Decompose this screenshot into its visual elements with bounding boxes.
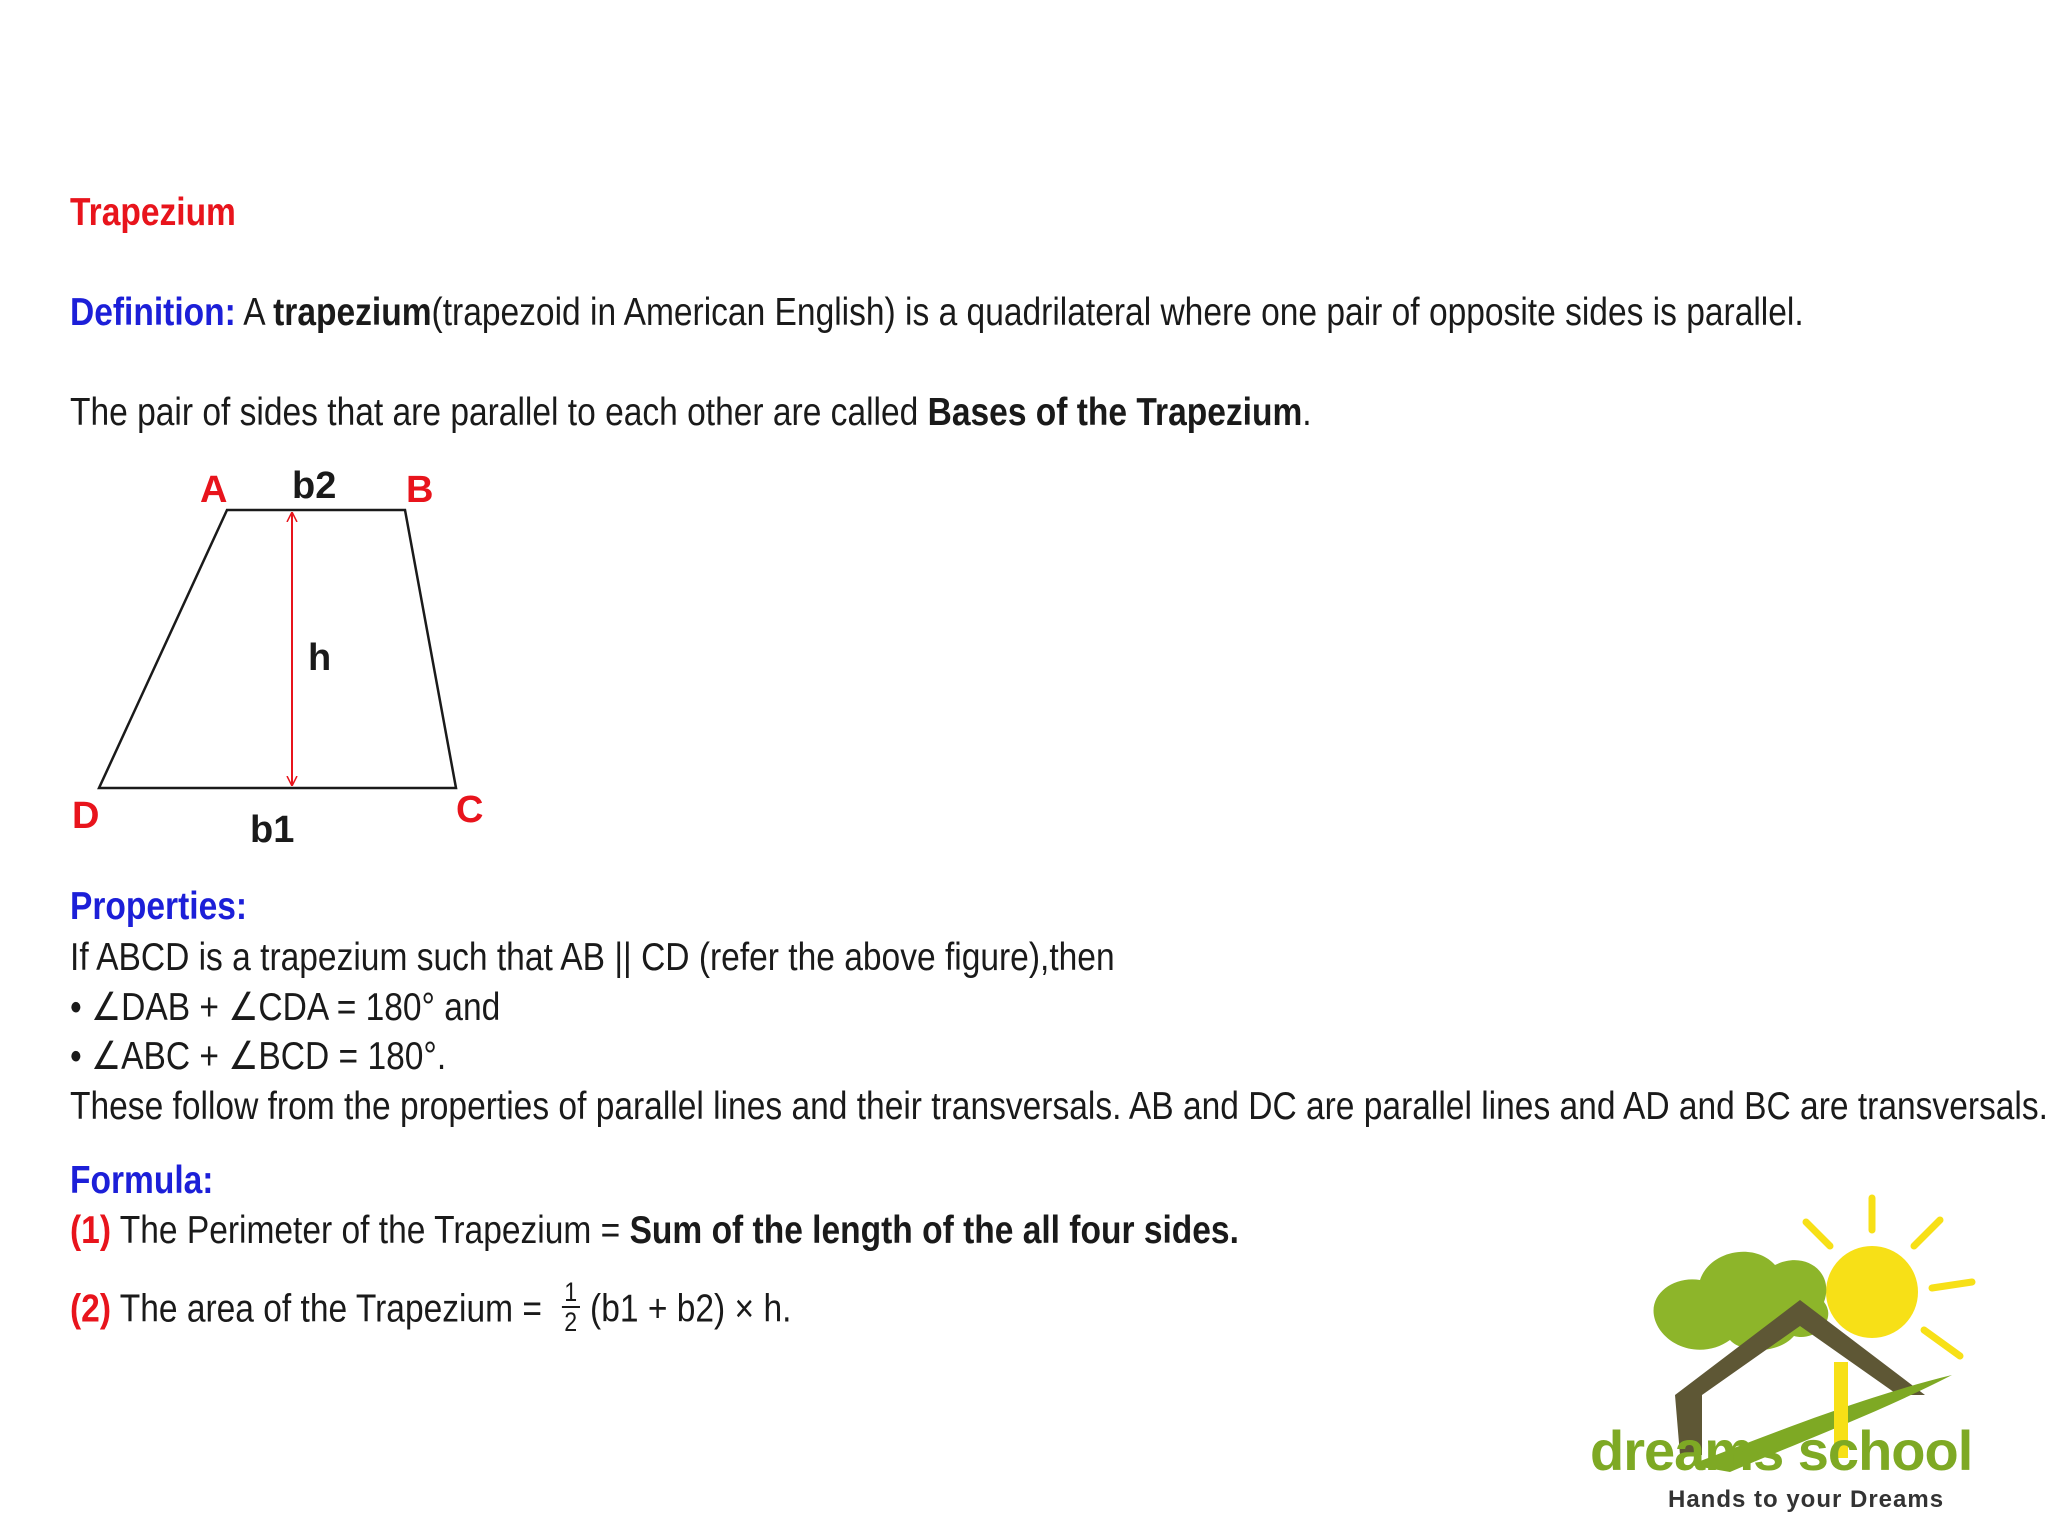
fraction-numerator: 1 bbox=[562, 1278, 580, 1308]
bases-term: Bases of the Trapezium bbox=[927, 391, 1303, 434]
definition-label: Definition: bbox=[70, 291, 236, 334]
definition-line bbox=[70, 290, 1804, 336]
top-base-label: b2 bbox=[292, 465, 337, 507]
fraction-denominator: 2 bbox=[564, 1307, 578, 1337]
trapezium-shape bbox=[99, 510, 456, 788]
formula-perimeter bbox=[70, 1208, 1239, 1254]
formula-number: (2) bbox=[70, 1287, 111, 1331]
logo-name: dreams school bbox=[1590, 1419, 1973, 1482]
property-text: ABC + bbox=[121, 1035, 229, 1078]
height-label: h bbox=[308, 637, 332, 679]
property-bullet bbox=[70, 1034, 446, 1080]
angle-symbol: ∠ bbox=[91, 1034, 122, 1079]
angle-symbol: ∠ bbox=[91, 985, 122, 1030]
formula-area bbox=[70, 1277, 792, 1340]
formula-number: (1) bbox=[70, 1209, 111, 1252]
definition-lead: A bbox=[243, 291, 274, 334]
formula-result: Sum of the length of the all four sides. bbox=[629, 1209, 1239, 1252]
trapezium-figure bbox=[60, 460, 520, 860]
properties-note: These follow from the properties of parallel lines and their transversals. AB and DC are parallel lines and AD and BC are transversals. bbox=[70, 1085, 2048, 1128]
tree-canopy-icon bbox=[1654, 1252, 1829, 1350]
half-fraction bbox=[562, 1278, 580, 1336]
bottom-base-label: b1 bbox=[250, 809, 295, 851]
definition-text: (trapezoid in American English) is a quadrilateral where one pair of opposite sides is parallel. bbox=[431, 291, 1804, 334]
property-text: BCD = 180°. bbox=[258, 1035, 447, 1078]
vertex-c-label: C bbox=[456, 789, 484, 831]
properties-intro: If ABCD is a trapezium such that AB || CD (refer the above figure),then bbox=[70, 936, 1115, 979]
formula-expression: (b1 + b2) × h. bbox=[590, 1287, 792, 1331]
properties-heading: Properties: bbox=[70, 885, 248, 928]
property-bullet bbox=[70, 985, 500, 1031]
vertex-a-label: A bbox=[200, 469, 228, 511]
logo-tagline: Hands to your Dreams bbox=[1668, 1486, 1945, 1513]
bases-text: The pair of sides that are parallel to each other are called bbox=[70, 391, 928, 434]
formula-heading: Formula: bbox=[70, 1159, 214, 1202]
bases-end: . bbox=[1302, 391, 1312, 434]
angle-symbol: ∠ bbox=[228, 1034, 259, 1079]
page-title: Trapezium bbox=[70, 191, 236, 234]
formula-text: The Perimeter of the Trapezium = bbox=[110, 1209, 630, 1252]
bullet-dot: • bbox=[70, 986, 82, 1029]
formula-text: The area of the Trapezium = bbox=[110, 1287, 552, 1331]
vertex-d-label: D bbox=[72, 795, 100, 837]
bases-line bbox=[70, 390, 1312, 436]
property-text: CDA = 180° and bbox=[258, 986, 501, 1029]
angle-symbol: ∠ bbox=[228, 985, 259, 1030]
property-text: DAB + bbox=[121, 986, 229, 1029]
definition-term: trapezium bbox=[273, 291, 432, 334]
vertex-b-label: B bbox=[406, 469, 434, 511]
bullet-dot: • bbox=[70, 1035, 82, 1078]
